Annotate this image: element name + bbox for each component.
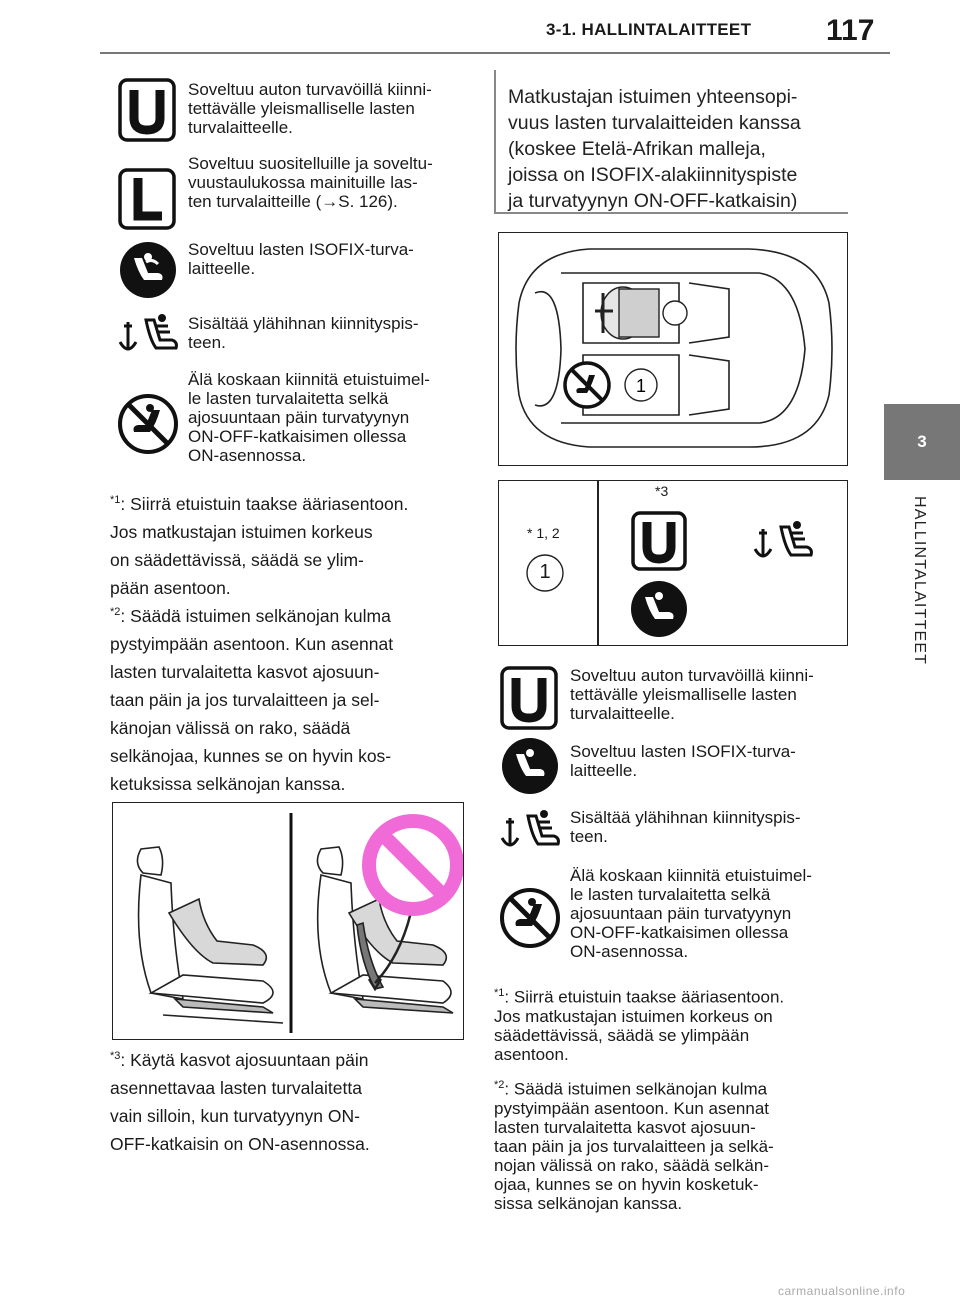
universal-seat-icon (631, 511, 687, 571)
footnote-text: : Siirrä etuistuin taakse ääriasentoon. Jos matkustajan istuimen korkeus on säädettävissä, säädä se ylim- pään asentoon. (110, 493, 409, 598)
no-forward-seat-icon (116, 392, 180, 456)
footnote-mark: *1 (110, 494, 121, 506)
footnote-text: : Säädä istuimen selkänojan kulma pystyimpään asentoon. Kun asennat lasten turvalaitetta kasvot ajosuun- taan päin ja jos turvalaitteen ja sel- känojan välissä on rako, säädä selkänojaa, kunnes se on hyvin kos- ketuksissa selkänojan kanssa. (110, 605, 394, 794)
legend-text: Soveltuu auton turvavöillä kiinni- tettävälle yleismalliselle lasten turvalaitteelle. (188, 80, 432, 137)
isofix-seat-icon (629, 579, 689, 639)
footnote-1 (494, 984, 854, 1064)
no-forward-seat-icon (498, 886, 562, 950)
limited-seat-icon (118, 168, 176, 230)
footnote-text: : Säädä istuimen selkänojan kulma pystyimpään asentoon. Kun asennat lasten turvalaitetta kasvot ajosuun- taan päin ja jos turvalaitteen ja selkä- nojan välissä on rako, säädä selkän- ojaa, kunnes se on hyvin kosketuk- sissa selkänojan kanssa. (494, 1079, 774, 1213)
chapter-number: 3 (917, 432, 927, 451)
table-note-left: * 1, 2 (527, 525, 560, 541)
seat-marker-label: 1 (635, 376, 647, 396)
footnote-mark: *1 (494, 987, 505, 999)
legend-text: Soveltuu lasten ISOFIX-turva- laitteelle. (188, 240, 414, 278)
header-rule (100, 52, 890, 54)
table-note-right: *3 (655, 483, 669, 499)
compatibility-table (498, 480, 848, 646)
section-title: 3-1. HALLINTALAITTEET (546, 20, 752, 39)
top-tether-icon (751, 519, 817, 569)
footnote-mark: *2 (494, 1079, 505, 1091)
seat-adjustment-illustration (112, 802, 464, 1040)
footnote-3 (110, 1042, 490, 1158)
top-tether-icon (498, 808, 564, 858)
top-tether-icon (116, 312, 182, 362)
legend-text: Sisältää ylähihnan kiinnityspis- teen. (188, 314, 419, 352)
legend-text: Soveltuu lasten ISOFIX-turva- laitteelle. (570, 742, 796, 780)
footnote-1 (110, 486, 490, 602)
footnote-mark: *2 (110, 606, 121, 618)
seat-drawing (113, 803, 463, 1039)
isofix-seat-icon (500, 736, 560, 796)
universal-seat-icon (118, 78, 176, 142)
legend-text: Älä koskaan kiinnitä etuistuimel- le lasten turvalaitetta selkä ajosuuntaan päin turvatyynyn ON-OFF-katkaisimen ollessa ON-asennossa. (570, 866, 812, 961)
chapter-tab (884, 404, 960, 480)
page-number: 117 (826, 14, 875, 47)
seat-marker-label: 1 (539, 561, 551, 583)
legend-text: Älä koskaan kiinnitä etuistuimel- le lasten turvalaitetta selkä ajosuuntaan päin turvatyynyn ON-OFF-katkaisimen ollessa ON-asennossa. (188, 370, 430, 465)
footer-watermark: carmanualsonline.info (778, 1284, 906, 1298)
footnote-text: : Käytä kasvot ajosuuntaan päin asennettavaa lasten turvalaitetta vain silloin, kun turvatyynyn ON- OFF-katkaisin on ON-asennossa. (110, 1049, 370, 1154)
legend-text: Sisältää ylähihnan kiinnityspis- teen. (570, 808, 801, 846)
footnote-2 (494, 1076, 854, 1213)
car-seat-diagram (498, 232, 848, 466)
chapter-label: HALLINTALAITTEET (911, 496, 928, 666)
legend-text: Soveltuu auton turvavöillä kiinni- tettävälle yleismalliselle lasten turvalaitteelle. (570, 666, 814, 723)
footnote-2 (110, 598, 490, 798)
legend-text: Soveltuu suositelluille ja soveltu- vuustaulukossa mainituille las- ten turvalaitteille (→S. 126). (188, 154, 433, 211)
isofix-seat-icon (118, 240, 178, 300)
universal-seat-icon (500, 666, 558, 730)
section-heading: Matkustajan istuimen yhteensopi- vuus lasten turvalaitteiden kanssa (koskee Etelä-Afrikan malleja, joissa on ISOFIX-alakiinnityspiste ja turvatyynyn ON-OFF-katkaisin) (508, 86, 801, 212)
footnote-mark: *3 (110, 1050, 121, 1062)
footnote-text: : Siirrä etuistuin taakse ääriasentoon. Jos matkustajan istuimen korkeus on säädettävissä, säädä se ylimpään asentoon. (494, 987, 785, 1064)
